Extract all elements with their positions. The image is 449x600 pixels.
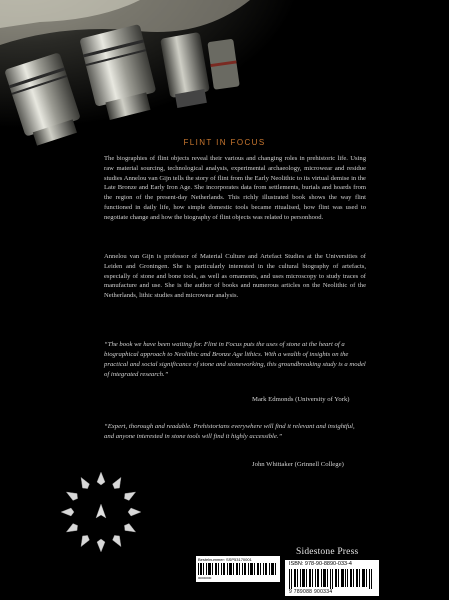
review-attribution-1: Mark Edmonds (University of York) [252, 396, 350, 403]
order-barcode-bars [198, 563, 276, 575]
review-quote-2: “Expert, thorough and readable. Prehistorians everywhere will find it relevant and insightful, and anyone interested in stone tools will find it highly accessible.” [104, 423, 355, 440]
publisher-name: Sidestone Press [296, 547, 359, 557]
microscope-objectives-photo [0, 0, 449, 150]
order-label: Bestelnummer: SSP53170001 [198, 557, 252, 562]
book-description: The biographies of flint objects reveal their various and changing roles in prehistoric life. Using raw material sourcing, technological analysis, experimental archaeology, microwear and residue studies Annelou van Gijn tells the story of flint from the Early Neolithic to its virtual demise in the Late Bronze and Early Iron Age. She incorporates data from settlements, burials and hoards from the region of the present-day Netherlands. This richly illustrated book shows the way flint functioned in daily life, how simple domestic tools became ritualised, how flint was used to negotiate change and how the biography of flint objects was related to personhood. [104, 155, 366, 221]
flint-arrowheads-illustration [56, 467, 146, 557]
order-code: 00000000 [198, 576, 212, 580]
author-bio: Annelou van Gijn is professor of Material Culture and Artefact Studies at the Universities of Leiden and Groningen. She is particularly interested in the cultural biography of artefacts, especially of stone and bone tools, as well as ornaments, and uses microscopy to study traces of manufacture and use. She is the author of books and numerous articles on the Neolithic of the Netherlands, lithic studies and microwear analysis. [104, 253, 366, 300]
isbn-barcode-bars [289, 569, 375, 589]
isbn-label: ISBN: 978-90-8890-033-4 [289, 561, 352, 567]
order-barcode [196, 556, 280, 582]
ean-number: 9 789088 900334 [289, 589, 333, 595]
isbn-barcode [285, 560, 379, 596]
section-heading: FLINT IN FOCUS [183, 138, 266, 147]
review-attribution-2: John Whittaker (Grinnell College) [252, 461, 344, 468]
review-quote-1: “The book we have been waiting for. Flint in Focus puts the uses of stone at the heart of a biographical approach to Neolithic and Bronze Age lithics. With a wealth of insights on the practical and social significance of stone and stoneworking, this groundbreaking study is a model of integrated research.” [104, 341, 366, 378]
